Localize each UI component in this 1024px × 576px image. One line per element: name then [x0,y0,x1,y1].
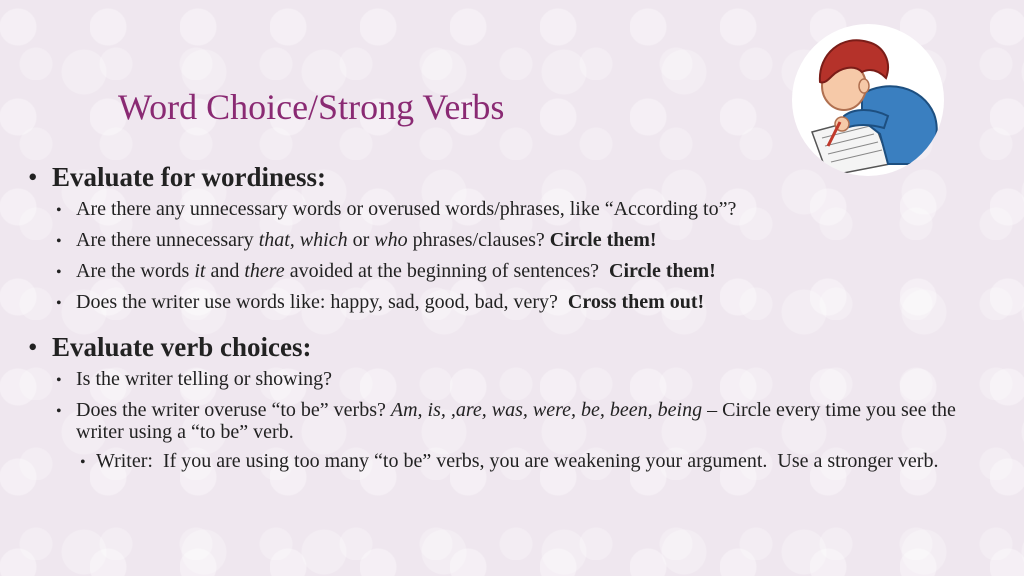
bullet-item: • Does the writer use words like: happy, sad, good, bad, very? Cross them out! [56,291,705,313]
bullet-item: • Are the words it and there avoided at the beginning of sentences? Circle them! [56,260,716,282]
bullet: • [56,233,62,250]
bullet: • [28,162,38,192]
section-wordiness-heading: • Evaluate for wordiness: [28,162,326,192]
bullet-item: • Are there unnecessary that, which or who phrases/clauses? Circle them! [56,229,657,251]
boy-writing-icon [792,24,944,176]
bullet: • [56,202,62,219]
boy-writing-illustration [792,24,944,176]
bullet: • [56,295,62,312]
sub-bullet-item: • Writer: If you are using too many “to be” verbs, you are weakening your argument. Use a stronger verb. [80,450,939,472]
bullet-item: • Are there any unnecessary words or overused words/phrases, like “According to”? [56,198,737,220]
bullet: • [56,403,62,420]
slide-title: Word Choice/Strong Verbs [118,87,505,127]
bullet: • [56,264,62,281]
bullet-item: • Is the writer telling or showing? [56,368,333,390]
bullet: • [80,454,86,471]
section-verb-choices-heading: • Evaluate verb choices: [28,332,312,362]
bullet-item: • Does the writer overuse “to be” verbs? Am, is, ,are, was, were, be, been, being – Circle every time you see the writer using a “to be” verb. [56,399,956,443]
slide-content [28,162,1003,480]
bullet: • [28,332,38,362]
bullet: • [56,372,62,389]
